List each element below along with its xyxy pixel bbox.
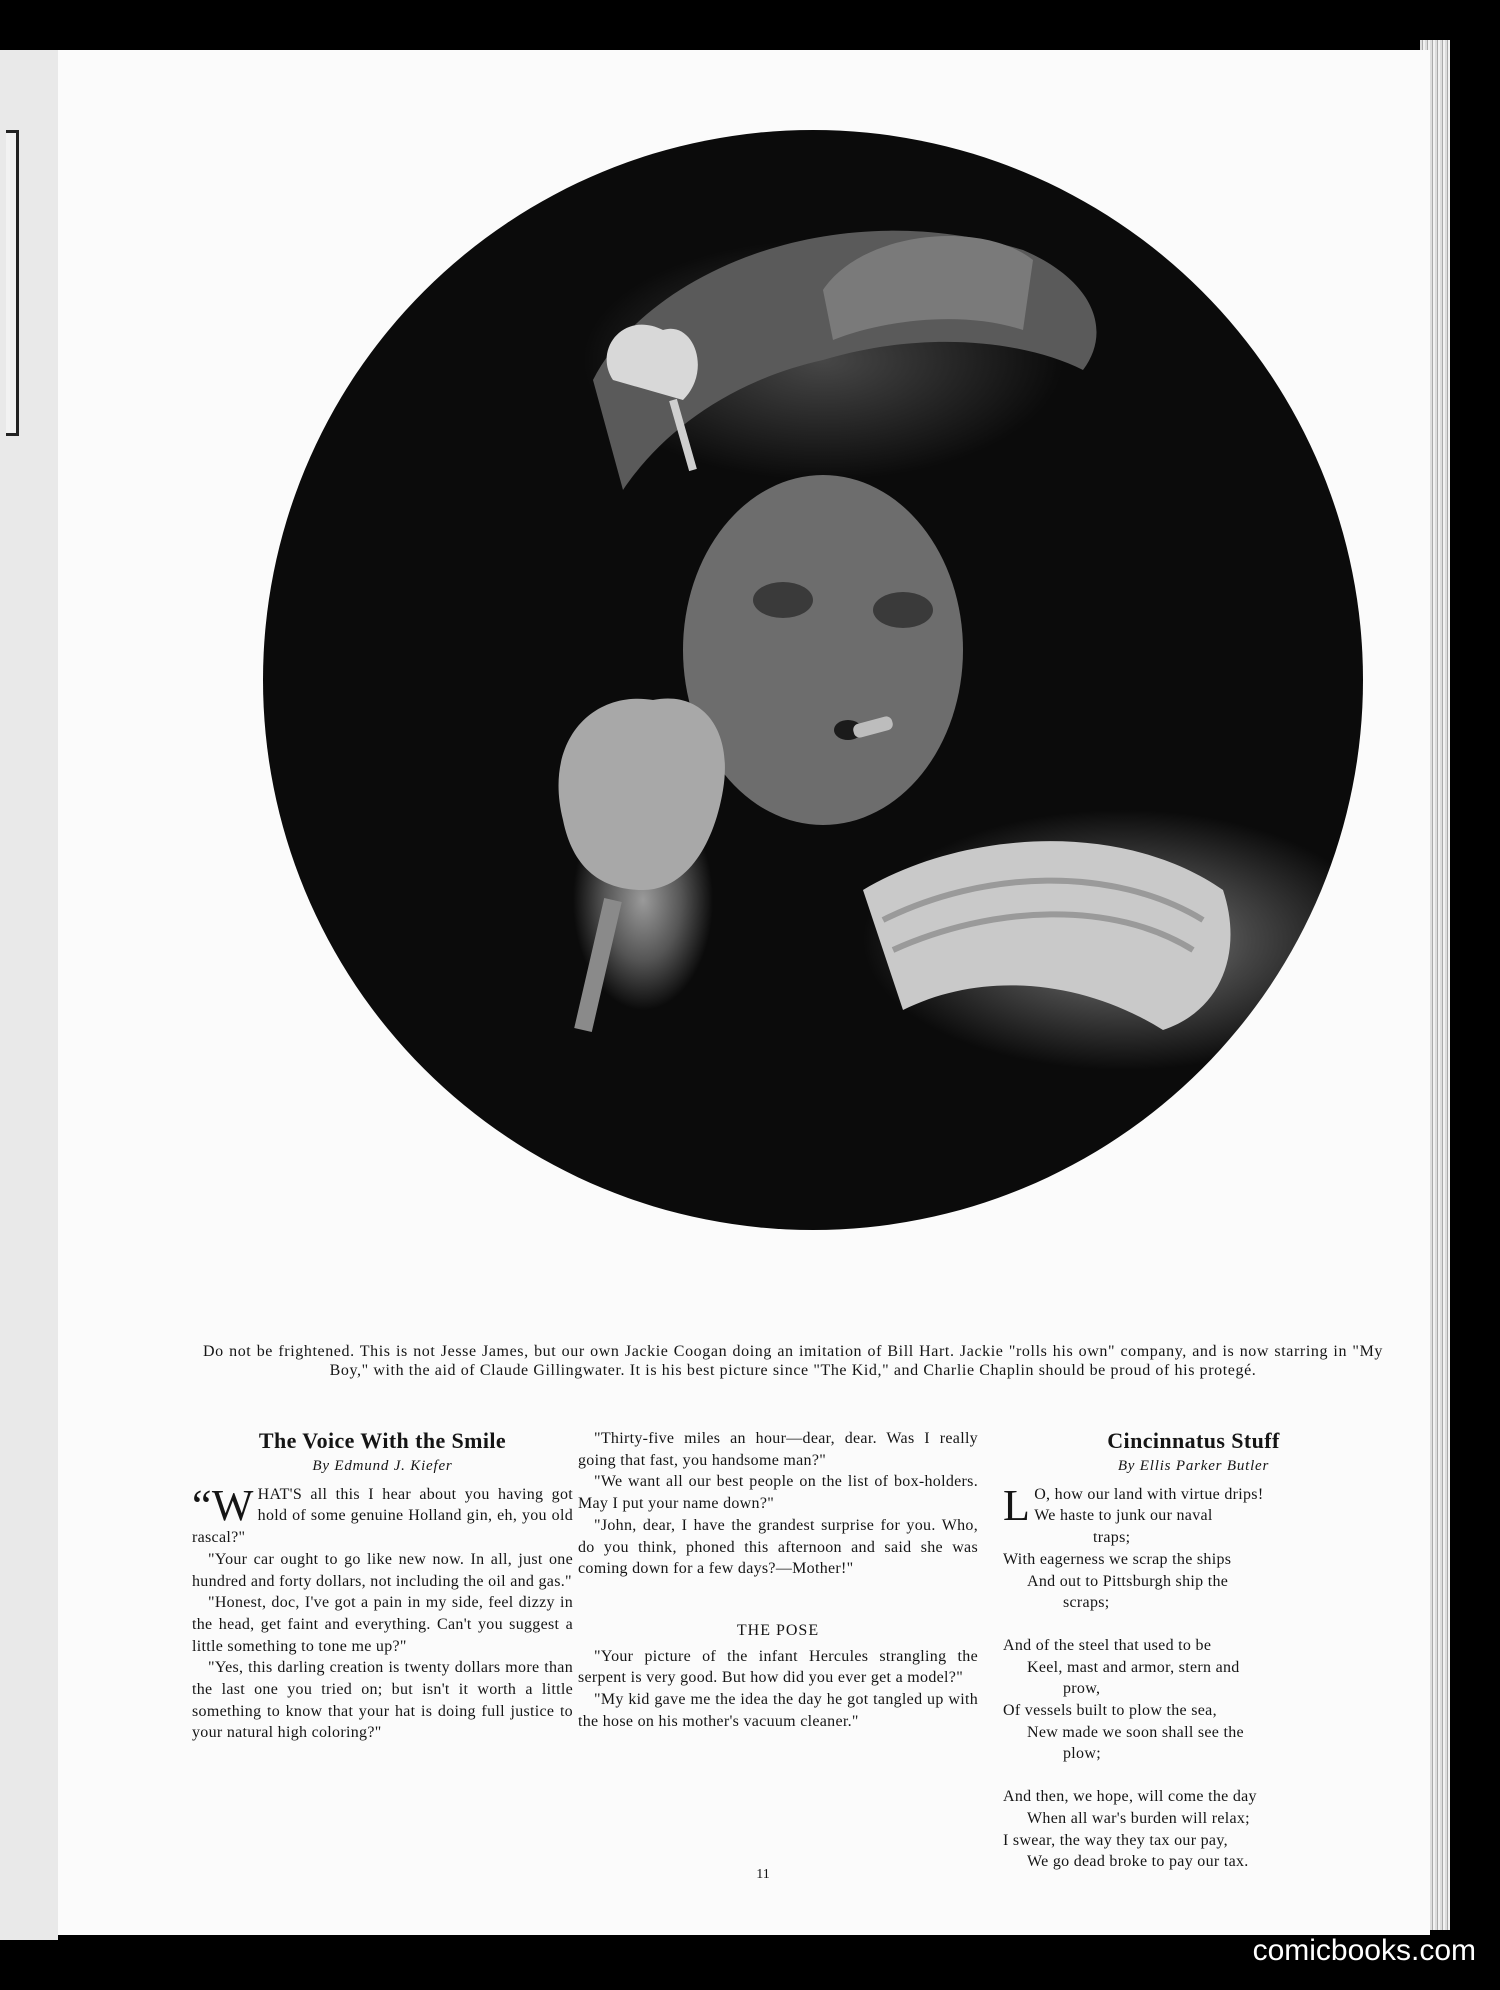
- article-paragraph: “WHAT'S all this I hear about you having got hold of some genuine Holland gin, eh, you old rascal?": [192, 1480, 573, 1547]
- article-paragraph: "We want all our best people on the list of box-holders. May I put your name down?": [578, 1473, 978, 1513]
- poem-line: scraps;: [1063, 1594, 1110, 1612]
- column-left: [192, 1428, 573, 1744]
- article-paragraph: "Yes, this darling creation is twenty dollars more than the last one you tried on; but isn't it worth a little something to know that your hat is doing full justice to your natural high coloring?": [192, 1659, 573, 1742]
- poem-line: We go dead broke to pay our tax.: [1027, 1853, 1249, 1871]
- adjacent-page-mark: [6, 130, 19, 436]
- poem-line: And then, we hope, will come the day: [1003, 1788, 1257, 1806]
- article-title: The Voice With the Smile: [258, 1428, 507, 1453]
- poem-line: New made we soon shall see the: [1027, 1723, 1244, 1741]
- drop-cap: L: [1003, 1480, 1031, 1530]
- column-middle: [578, 1428, 978, 1732]
- portrait-photo: [263, 130, 1363, 1230]
- poem-line: Of vessels built to plow the sea,: [1003, 1702, 1217, 1720]
- poem-line: prow,: [1063, 1680, 1101, 1698]
- article-byline: By Edmund J. Kiefer: [312, 1458, 453, 1474]
- poem-line: plow;: [1063, 1745, 1101, 1763]
- article-paragraph: "Your car ought to go like new now. In all, just one hundred and forty dollars, not including the oil and gas.": [192, 1550, 573, 1590]
- poem-line: With eagerness we scrap the ships: [1003, 1550, 1232, 1568]
- drop-cap: “W: [192, 1480, 254, 1530]
- poem-stanza: [1003, 1786, 1384, 1873]
- article-paragraph: "John, dear, I have the grandest surprise for you. Who, do you think, phoned this afternoon and said she was coming down for a few days?—Mother!": [578, 1516, 978, 1578]
- section-heading: THE POSE: [736, 1621, 820, 1639]
- article-paragraph: "Thirty-five miles an hour—dear, dear. Was I really going that fast, you handsome man?": [578, 1430, 978, 1469]
- poem-line: traps;: [1093, 1529, 1131, 1547]
- poem-line: And of the steel that used to be: [1003, 1636, 1212, 1654]
- poem-line: O, how our land with virtue drips!: [1034, 1485, 1264, 1503]
- poem-title: Cincinnatus Stuff: [1107, 1428, 1280, 1453]
- photo-caption: Do not be frightened. This is not Jesse James, but our own Jackie Coogan doing an imitation of Bill Hart. Jackie "rolls his own" company, and is now starring in "My Boy," with the aid of Claude Gillingwater. It is his best picture since "The Kid," and Charlie Chaplin should be proud of his protegé.: [203, 1343, 1383, 1379]
- page-number: 11: [756, 1867, 770, 1882]
- poem-line: Keel, mast and armor, stern and: [1027, 1658, 1240, 1676]
- watermark: comicbooks.com: [1252, 1934, 1476, 1967]
- poem-stanza: [1003, 1635, 1384, 1765]
- column-right: [1003, 1428, 1384, 1894]
- poem-byline: By Ellis Parker Butler: [1117, 1458, 1270, 1474]
- poem-line: I swear, the way they tax our pay,: [1003, 1831, 1228, 1849]
- article-paragraph: "Your picture of the infant Hercules strangling the serpent is very good. But how did you ever get a model?": [578, 1647, 978, 1687]
- article-paragraph: "Honest, doc, I've got a pain in my side, feel dizzy in the head, get faint and everything. Can't you suggest a little something to tone me up?": [192, 1594, 573, 1655]
- magazine-page: [58, 50, 1430, 1935]
- poem-stanza: [1003, 1480, 1384, 1614]
- portrait-illustration: [263, 130, 1363, 1230]
- poem-line: And out to Pittsburgh ship the: [1027, 1572, 1229, 1590]
- article-paragraph: "My kid gave me the idea the day he got tangled up with the hose on his mother's vacuum cleaner.": [578, 1691, 978, 1730]
- poem-line: When all war's burden will relax;: [1027, 1809, 1250, 1827]
- adjacent-page-edge: [0, 50, 58, 1940]
- poem-line: We haste to junk our naval: [1034, 1507, 1213, 1525]
